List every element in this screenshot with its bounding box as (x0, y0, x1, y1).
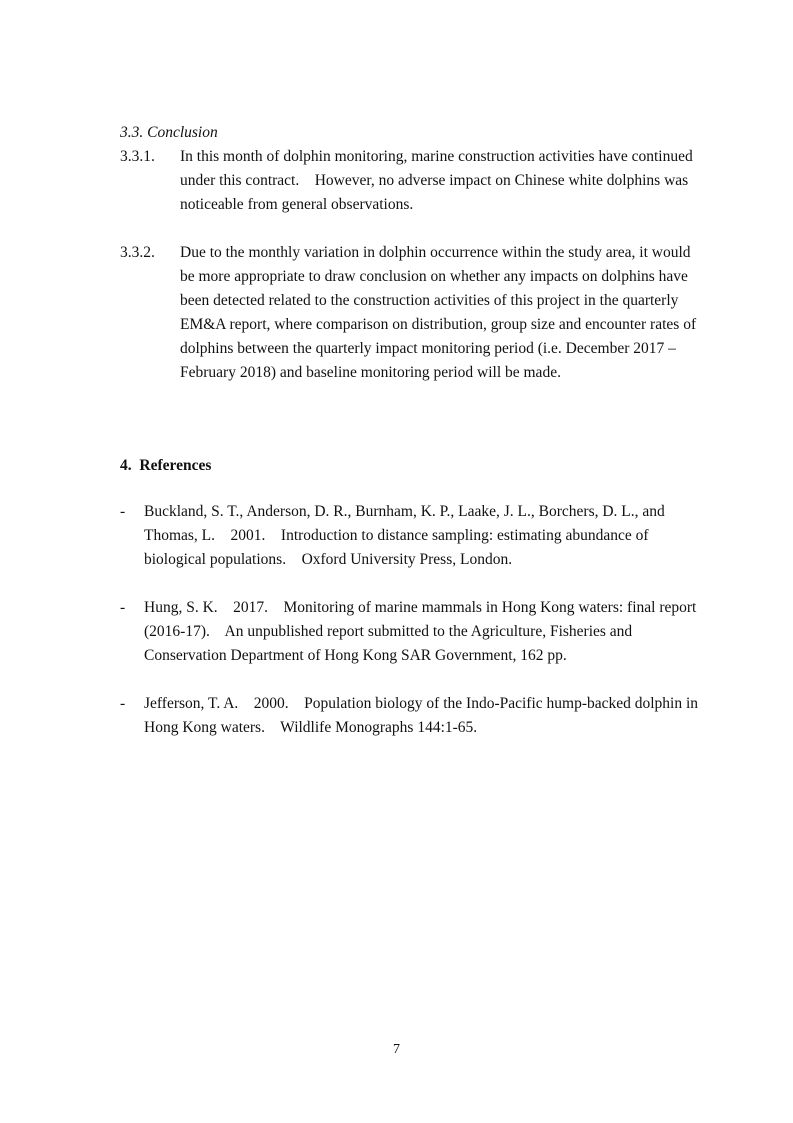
section-heading: 3.3. Conclusion (120, 124, 218, 141)
paragraph-text: Due to the monthly variation in dolphin occurrence within the study area, it would be more appropriate to draw conclusion on whether any impacts on dolphins have been detected related to the construction activities of this project in the quarterly EM&A report, where comparison on distribution, group size and encounter rates of dolphins between the quarterly impact monitoring period (i.e. December 2017 – February 2018) and baseline monitoring period will be made. (180, 244, 700, 381)
paragraph-3-3-2 (120, 241, 700, 385)
paragraph-number: 3.3.2. (120, 244, 155, 261)
references-heading: 4. References (120, 457, 212, 474)
reference-text: Buckland, S. T., Anderson, D. R., Burnham, K. P., Laake, J. L., Borchers, D. L., and Thomas, L. 2001. Introduction to distance sampling: estimating abundance of biological populations. Oxford University Press, London. (144, 503, 669, 568)
dash-bullet-icon: - (120, 695, 126, 712)
reference-item (120, 692, 700, 740)
dash-bullet-icon: - (120, 503, 126, 520)
reference-text: Hung, S. K. 2017. Monitoring of marine mammals in Hong Kong waters: final report (2016-17). An unpublished report submitted to the Agriculture, Fisheries and Conservation Department of Hong Kong SAR Government, 162 pp. (144, 599, 701, 664)
reference-item (120, 596, 700, 668)
reference-text: Jefferson, T. A. 2000. Population biology of the Indo-Pacific hump-backed dolphin in Hong Kong waters. Wildlife Monographs 144:1-65. (144, 695, 702, 736)
page-number: 7 (393, 1042, 400, 1057)
reference-item (120, 500, 700, 572)
paragraph-number: 3.3.1. (120, 148, 155, 165)
dash-bullet-icon: - (120, 599, 126, 616)
paragraph-3-3-1 (120, 145, 700, 217)
paragraph-text: In this month of dolphin monitoring, marine construction activities have continued under this contract. However, no adverse impact on Chinese white dolphins was noticeable from general observations. (180, 148, 697, 213)
